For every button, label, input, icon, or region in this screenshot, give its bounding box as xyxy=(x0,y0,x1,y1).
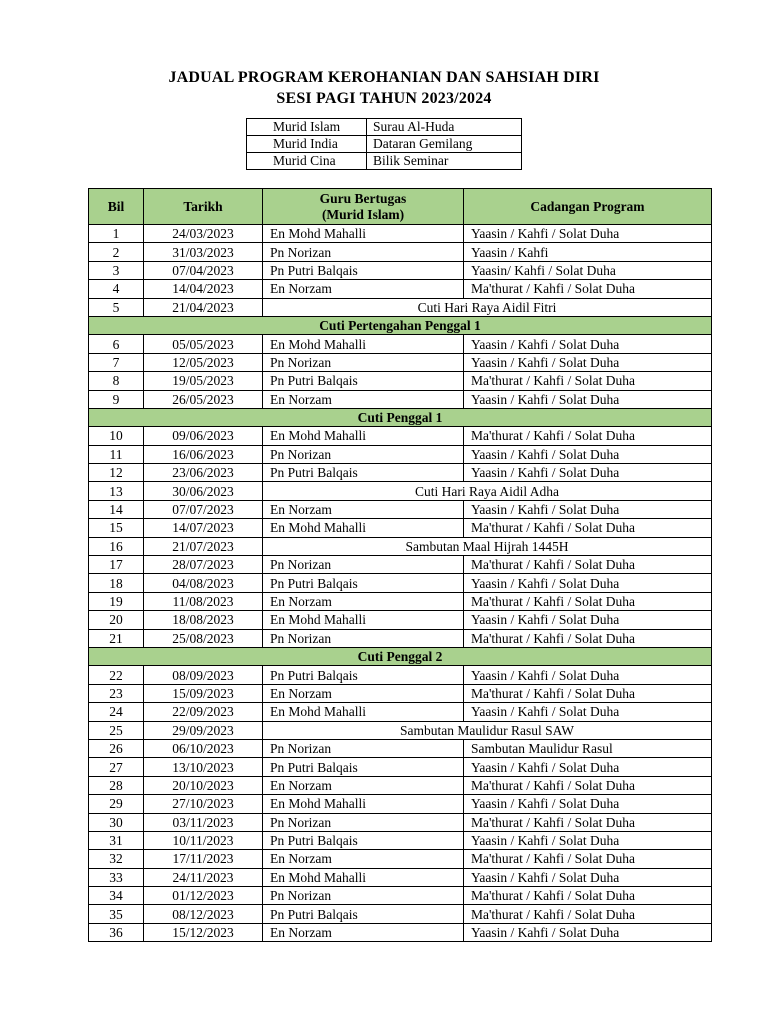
table-row xyxy=(89,353,712,371)
document-title: JADUAL PROGRAM KEROHANIAN DAN SAHSIAH DIRI xyxy=(168,69,600,86)
table-row xyxy=(89,776,712,794)
row-teacher: En Mohd Mahalli xyxy=(263,795,464,813)
row-bil: 21 xyxy=(89,629,144,647)
row-teacher: Pn Norizan xyxy=(263,887,464,905)
row-program: Yaasin / Kahfi / Solat Duha xyxy=(464,923,712,941)
row-date: 15/12/2023 xyxy=(144,923,263,941)
header-guru-line2: (Murid Islam) xyxy=(321,206,405,222)
table-row xyxy=(89,887,712,905)
row-bil: 9 xyxy=(89,390,144,408)
row-bil: 30 xyxy=(89,813,144,831)
row-teacher: Pn Norizan xyxy=(263,739,464,757)
schedule-header-row xyxy=(89,189,712,225)
row-bil: 31 xyxy=(89,831,144,849)
row-bil: 16 xyxy=(89,537,144,555)
row-date: 31/03/2023 xyxy=(144,243,263,261)
row-program: Ma'thurat / Kahfi / Solat Duha xyxy=(464,850,712,868)
table-row xyxy=(89,758,712,776)
row-teacher: Pn Putri Balqais xyxy=(263,372,464,390)
row-bil: 35 xyxy=(89,905,144,923)
row-date: 11/08/2023 xyxy=(144,592,263,610)
row-program: Ma'thurat / Kahfi / Solat Duha xyxy=(464,776,712,794)
table-row xyxy=(89,905,712,923)
row-date: 06/10/2023 xyxy=(144,739,263,757)
header-tarikh: Tarikh xyxy=(144,189,263,225)
header-bil: Bil xyxy=(89,189,144,225)
row-date: 19/05/2023 xyxy=(144,372,263,390)
row-teacher: Pn Norizan xyxy=(263,353,464,371)
row-program: Yaasin / Kahfi / Solat Duha xyxy=(464,703,712,721)
row-bil: 27 xyxy=(89,758,144,776)
row-teacher: En Norzam xyxy=(263,923,464,941)
row-date: 16/06/2023 xyxy=(144,445,263,463)
row-bil: 26 xyxy=(89,739,144,757)
row-date: 13/10/2023 xyxy=(144,758,263,776)
header-guru xyxy=(263,189,464,225)
event-row xyxy=(89,537,712,555)
row-teacher: En Norzam xyxy=(263,684,464,702)
table-row xyxy=(89,923,712,941)
row-program: Ma'thurat / Kahfi / Solat Duha xyxy=(464,280,712,298)
row-teacher: Pn Putri Balqais xyxy=(263,574,464,592)
row-teacher: En Norzam xyxy=(263,500,464,518)
row-bil: 17 xyxy=(89,556,144,574)
row-bil: 22 xyxy=(89,666,144,684)
row-date: 21/04/2023 xyxy=(144,298,263,316)
row-teacher: En Norzam xyxy=(263,850,464,868)
row-bil: 6 xyxy=(89,335,144,353)
row-bil: 36 xyxy=(89,923,144,941)
row-date: 08/12/2023 xyxy=(144,905,263,923)
row-bil: 32 xyxy=(89,850,144,868)
table-row xyxy=(89,703,712,721)
row-program: Yaasin / Kahfi / Solat Duha xyxy=(464,831,712,849)
row-date: 21/07/2023 xyxy=(144,537,263,555)
row-bil: 3 xyxy=(89,261,144,279)
row-teacher: Pn Norizan xyxy=(263,813,464,831)
row-teacher: En Mohd Mahalli xyxy=(263,519,464,537)
header-guru-line1: Guru Bertugas xyxy=(319,190,407,206)
table-row xyxy=(89,225,712,243)
location-group: Murid India xyxy=(247,136,367,153)
table-row xyxy=(89,629,712,647)
row-bil: 29 xyxy=(89,795,144,813)
break-label: Cuti Penggal 2 xyxy=(89,647,712,665)
row-date: 30/06/2023 xyxy=(144,482,263,500)
row-date: 14/04/2023 xyxy=(144,280,263,298)
row-date: 07/04/2023 xyxy=(144,261,263,279)
row-program: Yaasin / Kahfi xyxy=(464,243,712,261)
table-row xyxy=(89,684,712,702)
row-date: 15/09/2023 xyxy=(144,684,263,702)
row-program: Yaasin / Kahfi / Solat Duha xyxy=(464,390,712,408)
row-date: 26/05/2023 xyxy=(144,390,263,408)
row-teacher: En Norzam xyxy=(263,592,464,610)
row-date: 09/06/2023 xyxy=(144,427,263,445)
event-label: Sambutan Maal Hijrah 1445H xyxy=(263,537,712,555)
holiday-break-row xyxy=(89,408,712,426)
table-row xyxy=(89,813,712,831)
table-row xyxy=(89,445,712,463)
table-row xyxy=(89,372,712,390)
row-date: 23/06/2023 xyxy=(144,464,263,482)
table-row xyxy=(89,519,712,537)
location-table xyxy=(246,118,522,170)
location-place: Dataran Gemilang xyxy=(367,136,522,153)
row-bil: 28 xyxy=(89,776,144,794)
row-teacher: Pn Norizan xyxy=(263,243,464,261)
event-label: Cuti Hari Raya Aidil Fitri xyxy=(263,298,712,316)
row-program: Yaasin / Kahfi / Solat Duha xyxy=(464,445,712,463)
row-program: Yaasin / Kahfi / Solat Duha xyxy=(464,611,712,629)
location-place: Surau Al-Huda xyxy=(367,119,522,136)
row-teacher: En Mohd Mahalli xyxy=(263,335,464,353)
row-program: Yaasin / Kahfi / Solat Duha xyxy=(464,795,712,813)
row-program: Ma'thurat / Kahfi / Solat Duha xyxy=(464,905,712,923)
row-program: Sambutan Maulidur Rasul xyxy=(464,739,712,757)
row-bil: 20 xyxy=(89,611,144,629)
table-row xyxy=(89,500,712,518)
location-row xyxy=(247,153,522,170)
row-date: 18/08/2023 xyxy=(144,611,263,629)
document-subtitle: SESI PAGI TAHUN 2023/2024 xyxy=(276,90,492,107)
table-row xyxy=(89,666,712,684)
row-date: 20/10/2023 xyxy=(144,776,263,794)
row-date: 22/09/2023 xyxy=(144,703,263,721)
row-teacher: En Norzam xyxy=(263,390,464,408)
table-row xyxy=(89,335,712,353)
row-bil: 14 xyxy=(89,500,144,518)
row-teacher: Pn Putri Balqais xyxy=(263,666,464,684)
row-program: Yaasin / Kahfi / Solat Duha xyxy=(464,353,712,371)
row-bil: 12 xyxy=(89,464,144,482)
row-date: 05/05/2023 xyxy=(144,335,263,353)
row-teacher: Pn Norizan xyxy=(263,445,464,463)
row-date: 12/05/2023 xyxy=(144,353,263,371)
row-program: Ma'thurat / Kahfi / Solat Duha xyxy=(464,887,712,905)
header-program: Cadangan Program xyxy=(464,189,712,225)
table-row xyxy=(89,464,712,482)
row-date: 04/08/2023 xyxy=(144,574,263,592)
row-program: Yaasin / Kahfi / Solat Duha xyxy=(464,758,712,776)
row-program: Yaasin / Kahfi / Solat Duha xyxy=(464,225,712,243)
schedule-table xyxy=(88,188,712,942)
row-date: 28/07/2023 xyxy=(144,556,263,574)
row-date: 27/10/2023 xyxy=(144,795,263,813)
holiday-break-row xyxy=(89,647,712,665)
row-program: Ma'thurat / Kahfi / Solat Duha xyxy=(464,629,712,647)
row-program: Yaasin / Kahfi / Solat Duha xyxy=(464,574,712,592)
row-bil: 15 xyxy=(89,519,144,537)
row-date: 08/09/2023 xyxy=(144,666,263,684)
location-place: Bilik Seminar xyxy=(367,153,522,170)
row-program: Yaasin / Kahfi / Solat Duha xyxy=(464,500,712,518)
location-group: Murid Cina xyxy=(247,153,367,170)
row-bil: 25 xyxy=(89,721,144,739)
table-row xyxy=(89,739,712,757)
table-row xyxy=(89,592,712,610)
row-date: 17/11/2023 xyxy=(144,850,263,868)
row-program: Ma'thurat / Kahfi / Solat Duha xyxy=(464,427,712,445)
event-row xyxy=(89,482,712,500)
row-program: Yaasin / Kahfi / Solat Duha xyxy=(464,335,712,353)
break-label: Cuti Penggal 1 xyxy=(89,408,712,426)
row-bil: 5 xyxy=(89,298,144,316)
row-bil: 8 xyxy=(89,372,144,390)
row-bil: 2 xyxy=(89,243,144,261)
row-bil: 24 xyxy=(89,703,144,721)
row-bil: 4 xyxy=(89,280,144,298)
table-row xyxy=(89,831,712,849)
event-row xyxy=(89,721,712,739)
row-teacher: En Norzam xyxy=(263,280,464,298)
row-teacher: En Norzam xyxy=(263,776,464,794)
row-program: Ma'thurat / Kahfi / Solat Duha xyxy=(464,519,712,537)
location-row xyxy=(247,136,522,153)
row-bil: 19 xyxy=(89,592,144,610)
row-program: Yaasin / Kahfi / Solat Duha xyxy=(464,868,712,886)
row-date: 24/11/2023 xyxy=(144,868,263,886)
row-bil: 11 xyxy=(89,445,144,463)
table-row xyxy=(89,280,712,298)
break-label: Cuti Pertengahan Penggal 1 xyxy=(89,316,712,334)
row-teacher: Pn Norizan xyxy=(263,629,464,647)
table-row xyxy=(89,574,712,592)
table-row xyxy=(89,427,712,445)
row-bil: 18 xyxy=(89,574,144,592)
row-program: Yaasin / Kahfi / Solat Duha xyxy=(464,464,712,482)
table-row xyxy=(89,611,712,629)
row-teacher: Pn Putri Balqais xyxy=(263,261,464,279)
row-bil: 33 xyxy=(89,868,144,886)
table-row xyxy=(89,390,712,408)
row-teacher: En Mohd Mahalli xyxy=(263,225,464,243)
row-teacher: Pn Putri Balqais xyxy=(263,831,464,849)
row-teacher: Pn Putri Balqais xyxy=(263,758,464,776)
row-program: Yaasin / Kahfi / Solat Duha xyxy=(464,666,712,684)
row-bil: 13 xyxy=(89,482,144,500)
row-program: Ma'thurat / Kahfi / Solat Duha xyxy=(464,372,712,390)
table-row xyxy=(89,556,712,574)
row-program: Yaasin/ Kahfi / Solat Duha xyxy=(464,261,712,279)
row-bil: 34 xyxy=(89,887,144,905)
row-teacher: En Mohd Mahalli xyxy=(263,703,464,721)
row-date: 01/12/2023 xyxy=(144,887,263,905)
table-row xyxy=(89,868,712,886)
event-row xyxy=(89,298,712,316)
row-date: 03/11/2023 xyxy=(144,813,263,831)
row-teacher: En Mohd Mahalli xyxy=(263,611,464,629)
location-row xyxy=(247,119,522,136)
holiday-break-row xyxy=(89,316,712,334)
row-program: Ma'thurat / Kahfi / Solat Duha xyxy=(464,592,712,610)
table-row xyxy=(89,261,712,279)
event-label: Sambutan Maulidur Rasul SAW xyxy=(263,721,712,739)
table-row xyxy=(89,850,712,868)
row-bil: 1 xyxy=(89,225,144,243)
row-date: 25/08/2023 xyxy=(144,629,263,647)
row-date: 29/09/2023 xyxy=(144,721,263,739)
row-date: 24/03/2023 xyxy=(144,225,263,243)
row-teacher: Pn Norizan xyxy=(263,556,464,574)
row-program: Ma'thurat / Kahfi / Solat Duha xyxy=(464,813,712,831)
row-teacher: En Mohd Mahalli xyxy=(263,868,464,886)
row-teacher: Pn Putri Balqais xyxy=(263,905,464,923)
row-program: Ma'thurat / Kahfi / Solat Duha xyxy=(464,556,712,574)
row-bil: 23 xyxy=(89,684,144,702)
row-bil: 7 xyxy=(89,353,144,371)
row-teacher: En Mohd Mahalli xyxy=(263,427,464,445)
table-row xyxy=(89,795,712,813)
table-row xyxy=(89,243,712,261)
row-date: 10/11/2023 xyxy=(144,831,263,849)
row-teacher: Pn Putri Balqais xyxy=(263,464,464,482)
row-date: 14/07/2023 xyxy=(144,519,263,537)
row-bil: 10 xyxy=(89,427,144,445)
event-label: Cuti Hari Raya Aidil Adha xyxy=(263,482,712,500)
row-date: 07/07/2023 xyxy=(144,500,263,518)
location-group: Murid Islam xyxy=(247,119,367,136)
row-program: Ma'thurat / Kahfi / Solat Duha xyxy=(464,684,712,702)
